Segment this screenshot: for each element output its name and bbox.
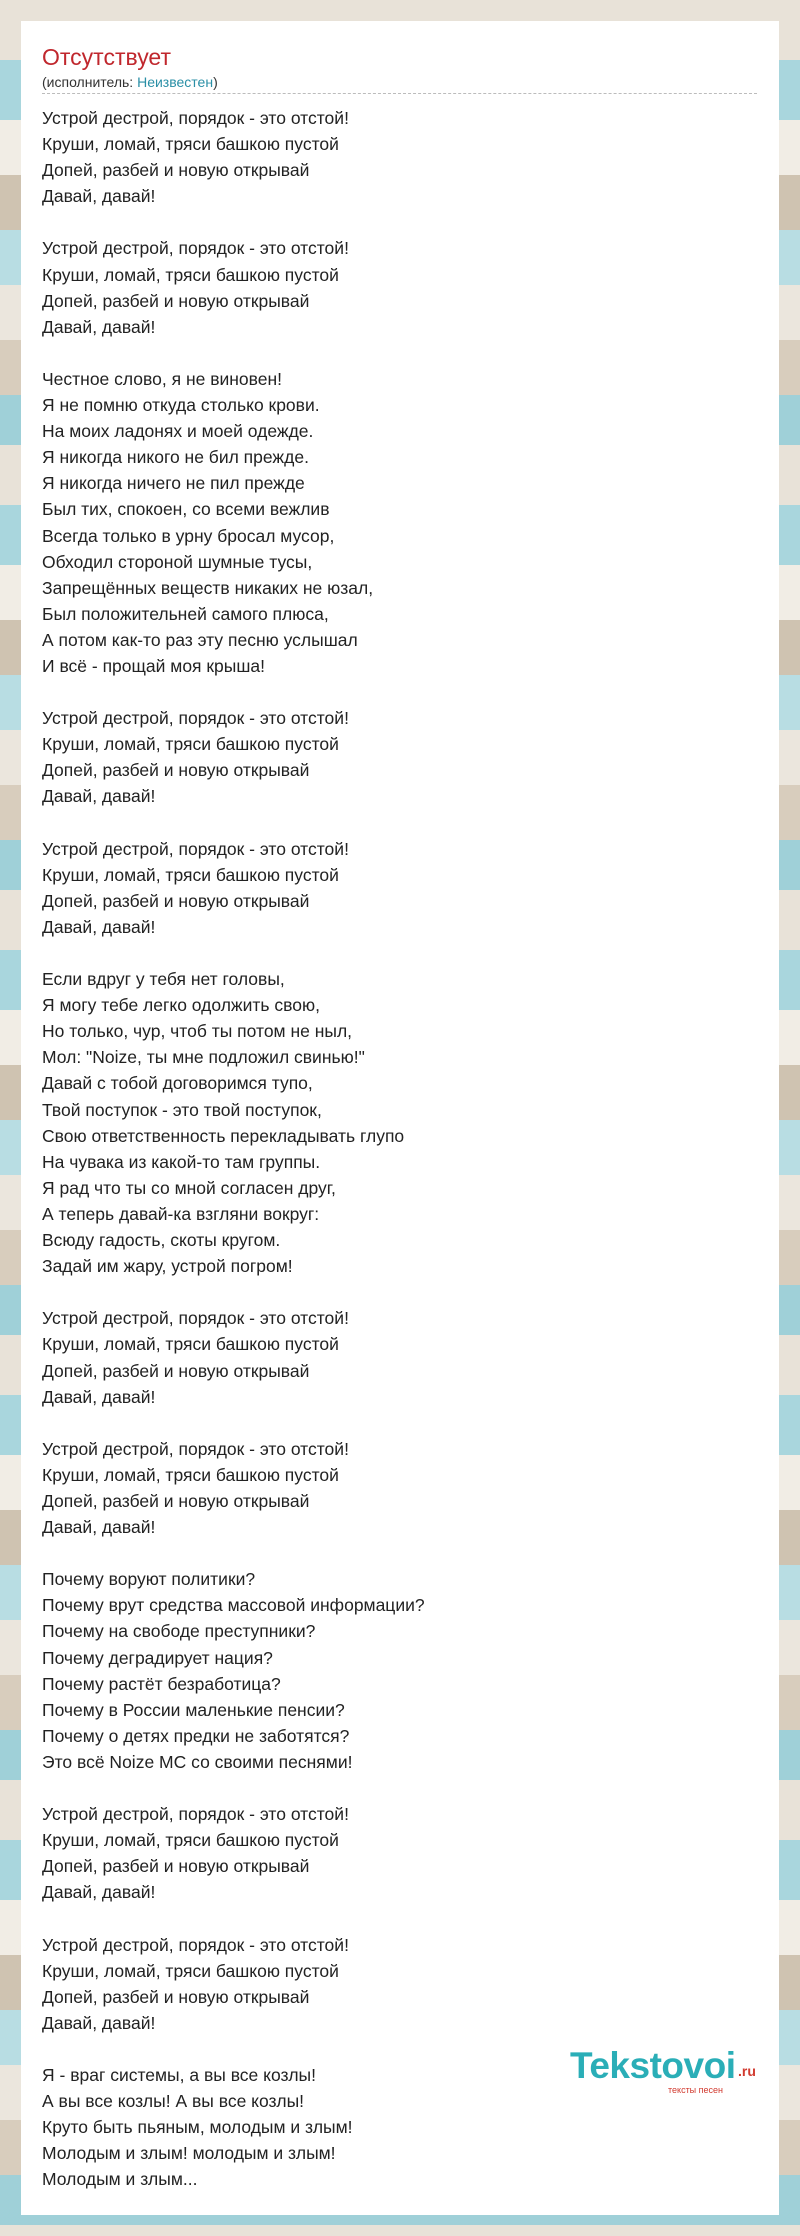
lyrics-line: Давай, давай! — [42, 186, 156, 207]
lyrics-stanza — [42, 1436, 757, 1540]
artist-suffix: ) — [213, 74, 218, 90]
lyrics-line: Давай с тобой договоримся тупо, — [42, 1073, 313, 1094]
lyrics-line: Устрой дестрой, порядок - это отстой! — [42, 838, 349, 859]
lyrics-line: Давай, давай! — [42, 316, 156, 337]
lyrics-line: Почему воруют политики? — [42, 1569, 256, 1590]
lyrics-line: Круши, ломай, тряси башкою пустой — [42, 264, 339, 285]
lyrics-line: Давай, давай! — [42, 1882, 156, 1903]
lyrics-line: Я рад что ты со мной согласен друг, — [42, 1177, 336, 1198]
lyrics-stanza — [42, 366, 757, 679]
lyrics-line: Давай, давай! — [42, 1517, 156, 1538]
lyrics-line: Давай, давай! — [42, 2012, 156, 2033]
lyrics-line: Давай, давай! — [42, 916, 156, 937]
artist-line — [42, 73, 757, 94]
lyrics-card — [21, 21, 779, 2215]
lyrics-line: Твой поступок - это твой поступок, — [42, 1099, 322, 1120]
lyrics-line: Всюду гадость, скоты кругом. — [42, 1230, 281, 1251]
lyrics-line: Допей, разбей и новую открывай — [42, 290, 310, 311]
lyrics-line: Был положительней самого плюса, — [42, 603, 329, 624]
artist-link[interactable]: Неизвестен — [137, 74, 214, 90]
lyrics-line: Давай, давай! — [42, 1386, 156, 1407]
lyrics-line: Круши, ломай, тряси башкою пустой — [42, 1960, 339, 1981]
lyrics-stanza — [42, 966, 757, 1279]
lyrics-line: Молодым и злым... — [42, 2169, 198, 2190]
logo-tld: .ru — [738, 2063, 756, 2079]
lyrics-line: Запрещённых веществ никаких не юзал, — [42, 577, 374, 598]
lyrics-line: Круши, ломай, тряси башкою пустой — [42, 134, 339, 155]
lyrics-stanza — [42, 105, 757, 209]
lyrics-line: А потом как-то раз эту песню услышал — [42, 629, 358, 650]
lyrics-line: Устрой дестрой, порядок - это отстой! — [42, 1804, 349, 1825]
site-logo[interactable] — [570, 2045, 760, 2105]
lyrics-line: А вы все козлы! А вы все козлы! — [42, 2091, 305, 2112]
artist-prefix: (исполнитель: — [42, 74, 138, 90]
lyrics-line: На чувака из какой-то там группы. — [42, 1151, 321, 1172]
lyrics-line: Я никогда никого не бил прежде. — [42, 447, 309, 468]
lyrics-line: Допей, разбей и новую открывай — [42, 890, 310, 911]
lyrics-line: На моих ладонях и моей одежде. — [42, 421, 314, 442]
lyrics-line: Круши, ломай, тряси башкою пустой — [42, 1334, 339, 1355]
lyrics-line: Допей, разбей и новую открывай — [42, 1360, 310, 1381]
lyrics-line: Круши, ломай, тряси башкою пустой — [42, 1830, 339, 1851]
logo-tagline: тексты песен — [668, 2085, 724, 2095]
lyrics-line: Молодым и злым! молодым и злым! — [42, 2143, 336, 2164]
lyrics-line: Допей, разбей и новую открывай — [42, 160, 310, 181]
lyrics-line: Круши, ломай, тряси башкою пустой — [42, 1464, 339, 1485]
lyrics-stanza — [42, 836, 757, 940]
lyrics-stanza — [42, 705, 757, 809]
lyrics-line: Круши, ломай, тряси башкою пустой — [42, 734, 339, 755]
lyrics-line: Допей, разбей и новую открывай — [42, 1856, 310, 1877]
lyrics-line: Почему о детях предки не заботятся? — [42, 1725, 350, 1746]
lyrics-line: Если вдруг у тебя нет головы, — [42, 969, 285, 990]
lyrics-line: Всегда только в урну бросал мусор, — [42, 525, 335, 546]
lyrics-line: Круто быть пьяным, молодым и злым! — [42, 2117, 353, 2138]
lyrics-line: Обходил стороной шумные тусы, — [42, 551, 313, 572]
lyrics-line: Допей, разбей и новую открывай — [42, 1986, 310, 2007]
lyrics-line: Почему деградирует нация? — [42, 1647, 273, 1668]
lyrics-line: Почему на свободе преступники? — [42, 1621, 316, 1642]
lyrics-text — [42, 105, 757, 2219]
logo-wordmark: Tekstovoi — [570, 2045, 736, 2086]
lyrics-stanza — [42, 1801, 757, 1905]
lyrics-line: Почему врут средства массовой информации? — [42, 1595, 425, 1616]
lyrics-line: Был тих, спокоен, со всеми вежлив — [42, 499, 330, 520]
lyrics-line: Почему в России маленькие пенсии? — [42, 1699, 345, 1720]
lyrics-line: Устрой дестрой, порядок - это отстой! — [42, 1308, 349, 1329]
lyrics-stanza — [42, 235, 757, 339]
lyrics-line: Задай им жару, устрой погром! — [42, 1256, 293, 1277]
lyrics-line: Честное слово, я не виновен! — [42, 368, 283, 389]
lyrics-line: Устрой дестрой, порядок - это отстой! — [42, 1438, 349, 1459]
lyrics-line: Устрой дестрой, порядок - это отстой! — [42, 1934, 349, 1955]
lyrics-line: А теперь давай-ка взгляни вокруг: — [42, 1203, 320, 1224]
lyrics-stanza — [42, 1305, 757, 1409]
lyrics-line: Я - враг системы, а вы все козлы! — [42, 2065, 317, 2086]
lyrics-line: Свою ответственность перекладывать глупо — [42, 1125, 405, 1146]
lyrics-line: Давай, давай! — [42, 786, 156, 807]
lyrics-line: Мол: "Noize, ты мне подложил свинью!" — [42, 1047, 365, 1068]
lyrics-line: Устрой дестрой, порядок - это отстой! — [42, 238, 349, 259]
lyrics-line: Я никогда ничего не пил прежде — [42, 473, 305, 494]
lyrics-line: Круши, ломай, тряси башкою пустой — [42, 864, 339, 885]
song-title: Отсутствует — [42, 44, 171, 70]
lyrics-line: Я могу тебе легко одолжить свою, — [42, 995, 320, 1016]
lyrics-stanza — [42, 1932, 757, 2036]
lyrics-line: Я не помню откуда столько крови. — [42, 395, 320, 416]
lyrics-line: Почему растёт безработица? — [42, 1673, 281, 1694]
lyrics-line: Это всё Noize MC со своими песнями! — [42, 1751, 353, 1772]
lyrics-line: Устрой дестрой, порядок - это отстой! — [42, 108, 349, 128]
lyrics-line: Но только, чур, чтоб ты потом не ныл, — [42, 1021, 353, 1042]
lyrics-line: Устрой дестрой, порядок - это отстой! — [42, 708, 349, 729]
lyrics-line: И всё - прощай моя крыша! — [42, 655, 265, 676]
lyrics-line: Допей, разбей и новую открывай — [42, 1490, 310, 1511]
lyrics-line: Допей, разбей и новую открывай — [42, 760, 310, 781]
lyrics-stanza — [42, 1566, 757, 1775]
